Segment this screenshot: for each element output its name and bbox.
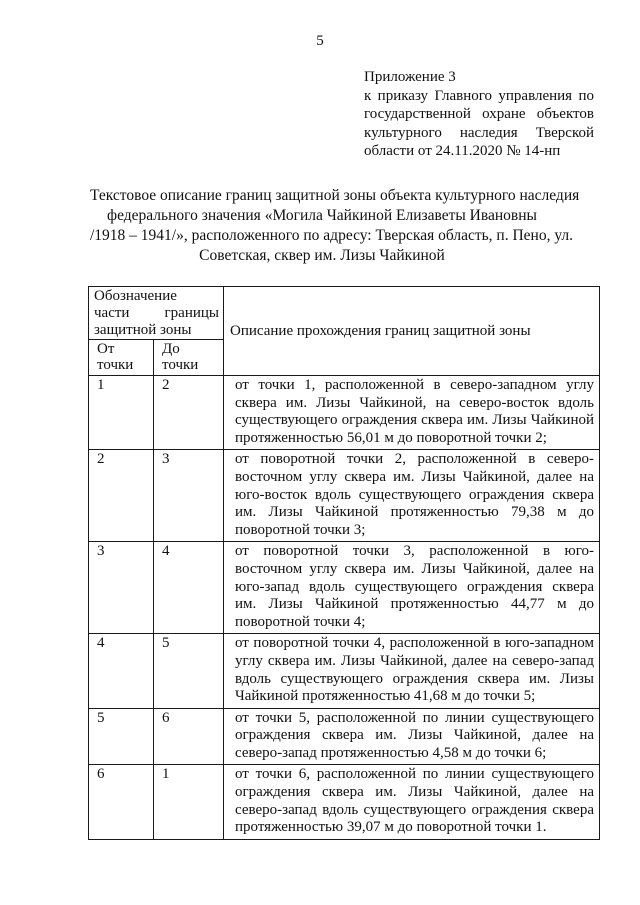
description-line: ограждения сквера им. Лизы Чайкиной, далее на xyxy=(235,727,594,744)
title-line: федерального значения «Могила Чайкиной Елизаветы Ивановны xyxy=(107,207,537,224)
to-point-cell: 1 xyxy=(154,765,224,839)
description-line: от поворотной точки 3, расположенной в юго- xyxy=(235,543,594,560)
appendix-line: Приложение 3 xyxy=(364,69,456,85)
description-line: северо-запад протяженностью 4,58 м до точки 6; xyxy=(235,744,547,761)
to-point-cell: 3 xyxy=(154,450,224,542)
header-to-point: До точки xyxy=(154,340,224,376)
header-designation-word: границы xyxy=(164,305,219,321)
appendix-line: государственной охране объектов xyxy=(364,106,594,123)
from-point-cell: 6 xyxy=(89,765,154,839)
description-line: протяженностью 56,01 м до поворотной точки 2; xyxy=(235,429,547,446)
from-point-cell: 1 xyxy=(89,376,154,450)
appendix-line: области от 24.11.2020 № 14-нп xyxy=(364,143,561,160)
description-line: от точки 5, расположенной по линии существующего xyxy=(235,709,594,726)
description-line: восточном углу сквера им. Лизы Чайкиной, далее на xyxy=(235,560,594,577)
table-row xyxy=(89,765,600,839)
description-line: Чайкиной протяженностью 41,68 м до точки 5; xyxy=(235,688,536,705)
description-line: существующего ограждения сквера им. Лизы Чайкиной xyxy=(235,412,594,429)
table-header-row xyxy=(89,287,600,340)
description-cell xyxy=(224,708,600,765)
title-line: Текстовое описание границ защитной зоны объекта культурного наследия xyxy=(90,187,580,204)
description-line: вдоль существующего ограждения сквера им. Лизы xyxy=(235,670,594,687)
header-designation-cell xyxy=(89,287,224,340)
description-line: ограждения сквера им. Лизы Чайкиной, далее на xyxy=(235,784,594,801)
appendix-note xyxy=(364,68,594,161)
table-row xyxy=(89,376,600,450)
description-line: поворотной точки 3; xyxy=(235,521,366,538)
page-number: 5 xyxy=(316,33,324,49)
description-line: восточном углу сквера им. Лизы Чайкиной, далее на xyxy=(235,468,594,485)
to-point-cell: 2 xyxy=(154,376,224,450)
description-line: от поворотной точки 2, расположенной в северо- xyxy=(235,451,594,468)
description-line: протяженностью 39,07 м до поворотной точки 1. xyxy=(235,819,547,836)
header-designation-line: защитной зоны xyxy=(94,322,192,338)
description-line: поворотной точки 4; xyxy=(235,613,366,630)
header-from-point: От точки xyxy=(89,340,154,376)
description-cell xyxy=(224,450,600,542)
description-cell xyxy=(224,542,600,634)
table-row xyxy=(89,634,600,708)
table-row xyxy=(89,542,600,634)
from-point-cell: 4 xyxy=(89,634,154,708)
description-line: от точки 6, расположенной по линии существующего xyxy=(235,766,594,783)
description-cell xyxy=(224,634,600,708)
title-line: /1918 – 1941/», расположенного по адресу: Тверская область, п. Пено, ул. xyxy=(90,227,574,244)
table-row xyxy=(89,450,600,542)
from-point-cell: 3 xyxy=(89,542,154,634)
appendix-line: к приказу Главного управления по xyxy=(364,87,594,104)
description-line: от поворотной точки 4, расположенной в юго-западном xyxy=(235,635,594,652)
to-point-cell: 4 xyxy=(154,542,224,634)
header-designation-line xyxy=(94,305,219,322)
to-point-cell: 5 xyxy=(154,634,224,708)
description-cell xyxy=(224,765,600,839)
description-line: юго-восток вдоль существующего ограждения сквера xyxy=(235,486,594,503)
from-point-cell: 5 xyxy=(89,708,154,765)
description-line: им. Лизы Чайкиной протяженностью 79,38 м до xyxy=(235,504,594,521)
title-line: Советская, сквер им. Лизы Чайкиной xyxy=(199,247,445,264)
description-line: углу сквера им. Лизы Чайкиной, далее на северо-запад xyxy=(235,652,594,669)
header-designation-word: части xyxy=(94,305,130,321)
description-cell xyxy=(224,376,600,450)
header-designation-line: Обозначение xyxy=(94,288,177,304)
from-point-cell: 2 xyxy=(89,450,154,542)
description-line: им. Лизы Чайкиной протяженностью 44,77 м до xyxy=(235,596,594,613)
description-line: юго-запад вдоль существующего ограждения сквера xyxy=(235,578,594,595)
description-line: северо-запад вдоль существующего ограждения сквера xyxy=(235,801,594,818)
to-point-cell: 6 xyxy=(154,708,224,765)
description-line: от точки 1, расположенной в северо-западном углу xyxy=(235,377,594,393)
table-row xyxy=(89,708,600,765)
header-description-cell: Описание прохождения границ защитной зоны xyxy=(224,287,600,376)
appendix-line: культурного наследия Тверской xyxy=(364,124,594,141)
boundary-table xyxy=(88,286,600,840)
document-title xyxy=(90,186,580,266)
description-line: сквера им. Лизы Чайкиной, на северо-восток вдоль xyxy=(235,394,594,411)
